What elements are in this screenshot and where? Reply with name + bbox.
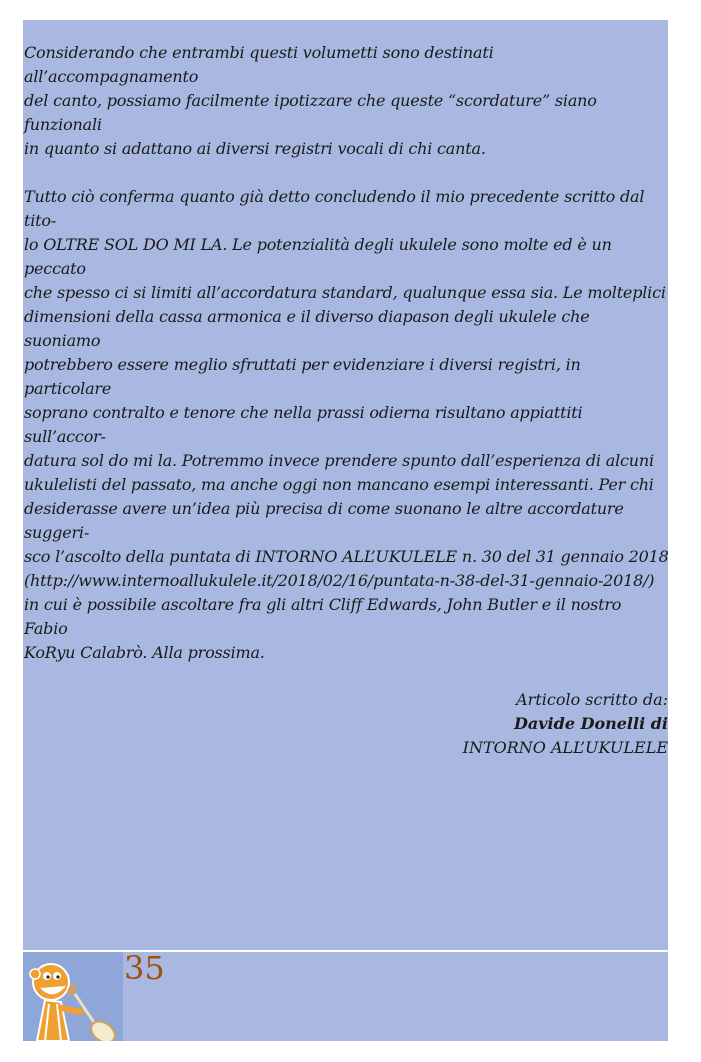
article-paragraph-2: Tutto ciò conferma quanto già detto concludendo il mio precedente scritto dal tito- lo OLTRE SOL DO MI LA. Le potenzialità degli ukulele sono molte ed è un peccato che spesso ci si limiti all’accordatura standard, qualunque essa sia. Le molteplici dimensioni della cassa armonica e il diverso diapason degli ukulele che suoniamo potrebbero essere meglio sfruttati per evidenziare i diversi registri, in particolare soprano contralto e tenore che nella prassi odierna risultano appiattiti sull’accor- datura sol do mi la. Potremmo invece prendere spunto dall’esperienza di alcuni ukulelisti del passato, ma anche oggi non mancano esempi interessanti. Per chi desiderasse avere un’idea più precisa di come suonano le altre accordature suggeri- sco l’ascolto della puntata di INTORNO ALL’UKULELE n. 30 del 31 gennaio 2018 (http://www.internoallukulele.it/2018/02/16/puntata-n-38-del-31-gennaio-2018/) in cui è possibile ascoltare fra gli altri Cliff Edwards, John Butler e il nostro Fabio KoRyu Calabrò. Alla prossima.	[24, 187, 669, 662]
signature-organization: INTORNO ALL’UKULELE	[462, 738, 668, 757]
signature-author: Davide Donelli di	[514, 714, 668, 733]
signature-intro: Articolo scritto da:	[516, 690, 668, 709]
article-body	[24, 41, 669, 689]
page-number: 35	[124, 949, 165, 987]
article-signature	[463, 688, 668, 760]
ukulele-mascot-icon	[23, 952, 123, 1041]
article-paragraph-1: Considerando che entrambi questi volumetti sono destinati all’accompagnamento del canto, possiamo facilmente ipotizzare che queste “scordature” siano funzionali in quanto si adattano ai diversi registri vocali di chi canta.	[24, 43, 597, 158]
